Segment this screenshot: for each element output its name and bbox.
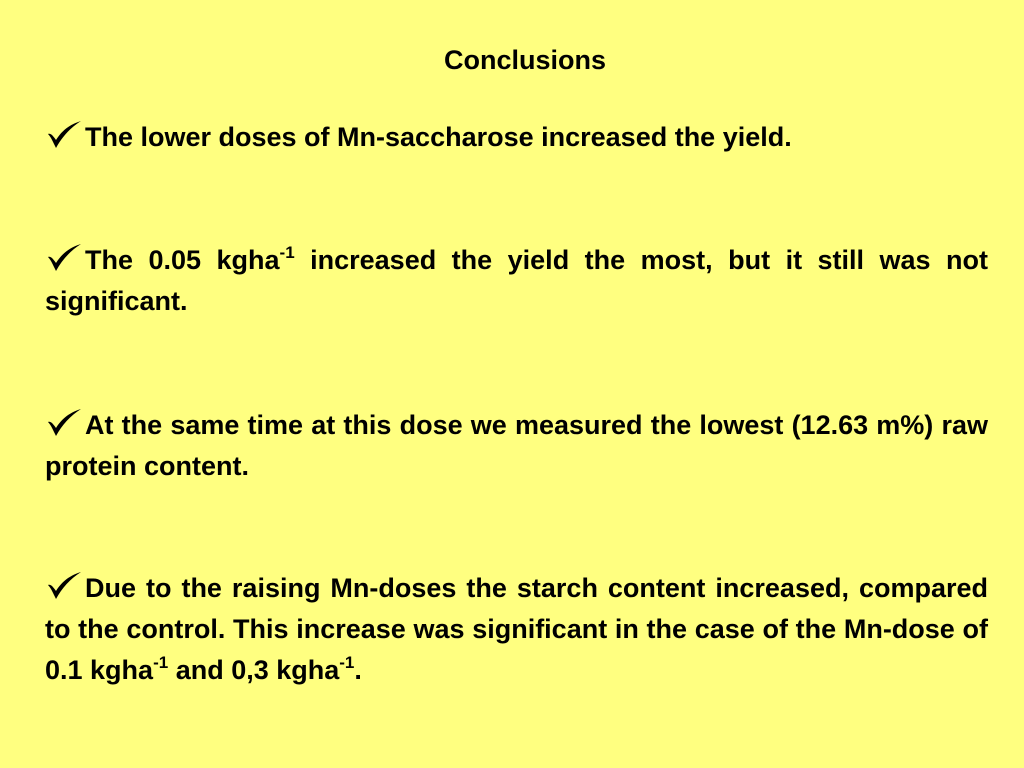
conclusion-point-1	[45, 117, 988, 158]
superscript: -1	[153, 653, 169, 672]
checkmark-icon	[45, 570, 85, 600]
conclusion-point-2	[45, 240, 988, 322]
point-text: and 0,3 kgha	[168, 655, 340, 685]
conclusion-point-4	[45, 568, 988, 691]
point-text: The 0.05 kgha	[85, 245, 280, 275]
superscript: -1	[339, 653, 355, 672]
point-text: Due to the raising Mn-doses the starch content increased, compared to the control. This increase was significant in the case of the Mn-dose of 0.1 kgha	[45, 573, 988, 685]
checkmark-icon	[45, 407, 85, 437]
checkmark-icon	[45, 242, 85, 272]
point-text: .	[354, 655, 362, 685]
checkmark-icon	[45, 119, 85, 149]
slide-title: Conclusions	[443, 45, 606, 75]
conclusion-point-3	[45, 405, 988, 487]
point-text: increased the yield the most, but it still was not significant.	[45, 245, 988, 316]
point-text: The lower doses of Mn-saccharose increased the yield.	[85, 122, 792, 152]
point-text: At the same time at this dose we measured the lowest (12.63 m%) raw protein content.	[45, 410, 988, 481]
superscript: -1	[279, 243, 295, 262]
